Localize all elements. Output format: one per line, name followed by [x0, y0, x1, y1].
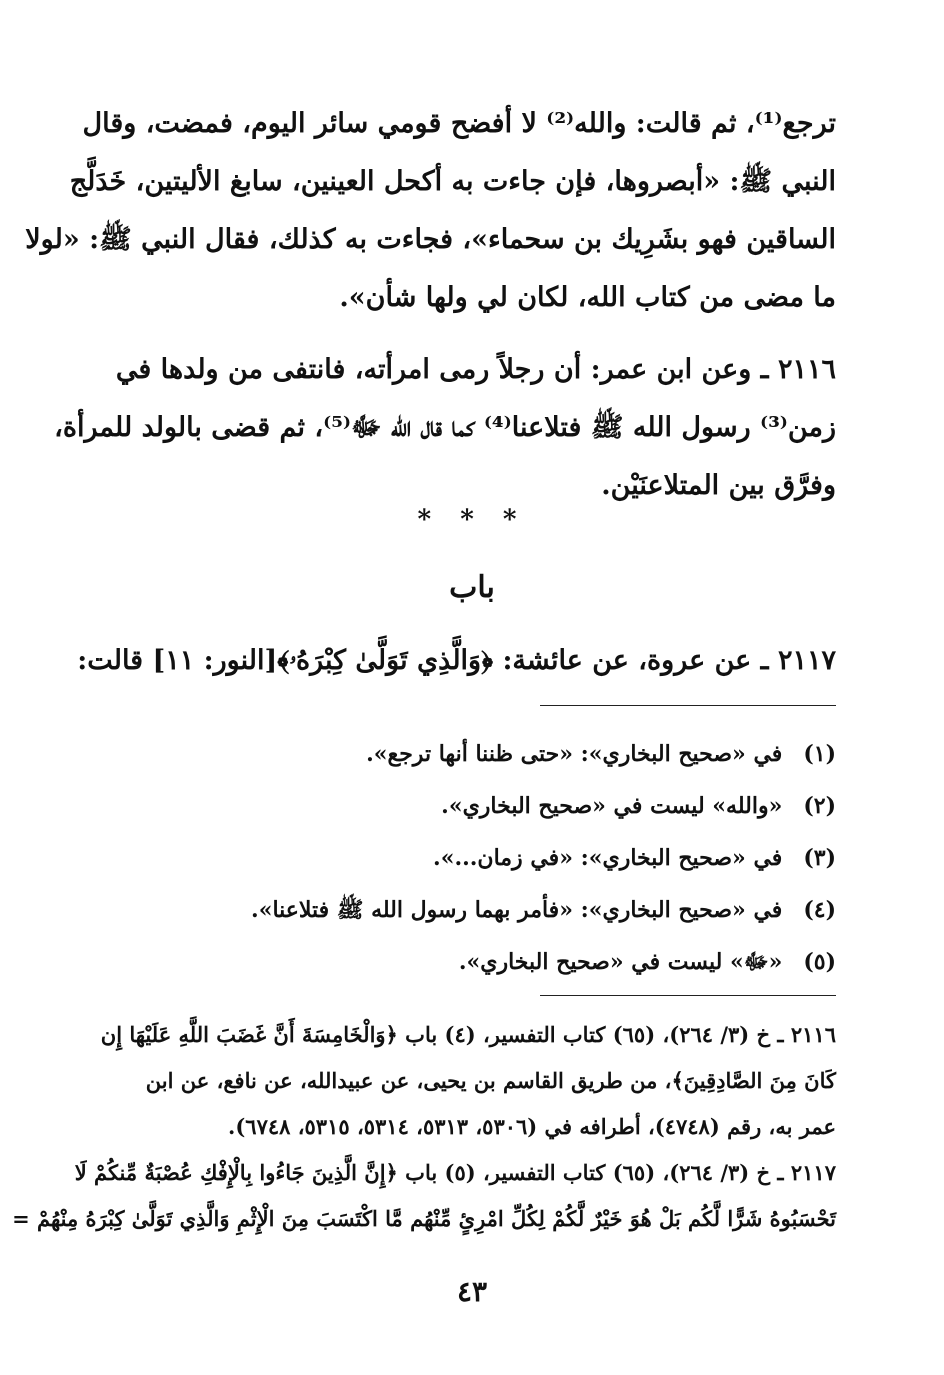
text-line: وفرَّق بين المتلاعنَيْن.: [601, 470, 836, 501]
footnote-number: (٤): [803, 897, 836, 923]
footnote-text: في «صحيح البخاري»: «فأمر بهما رسول الله ﷺ فتلاعنا».: [251, 897, 783, 923]
reference-divider: [540, 995, 836, 996]
hadith-text: ـ وعن ابن عمر: أن رجلاً رمى امرأته، فانتفى من ولدها في: [115, 354, 769, 385]
hadith-2116: [54, 341, 836, 515]
text-line: ترجع⁽¹⁾، ثم قالت: والله⁽²⁾ لا أفضح قومي سائر اليوم، فمضت، وقال: [82, 108, 836, 139]
text-line: [115, 341, 836, 399]
hadith-number: ٢١١٦: [777, 354, 836, 385]
footnote: [116, 780, 836, 832]
footnotes: [116, 728, 836, 988]
footnote-number: (١): [803, 741, 836, 767]
reference-line: كَانَ مِنَ الصَّادِقِينَ﴾، من طريق القاسم بن يحيى، عن عبيدالله، عن نافع، عن ابن: [145, 1068, 836, 1093]
footnote: [116, 936, 836, 988]
section-separator: * * *: [417, 505, 527, 535]
reference-line: ٢١١٦ ـ خ (٣/ ٢٦٤)، (٦٥) كتاب التفسير، (٤) باب ﴿وَالْخَامِسَةَ أَنَّ غَضَبَ اللَّهِ عَلَيْهَا إِن: [100, 1022, 836, 1047]
reference-line: عمر به، رقم (٤٧٤٨)، أطرافه في (٥٣٠٦، ٥٣١٣، ٥٣١٤، ٥٣١٥، ٦٧٤٨).: [228, 1114, 836, 1139]
reference-line: ٢١١٧ ـ خ (٣/ ٢٦٤)، (٦٥) كتاب التفسير، (٥) باب ﴿إِنَّ الَّذِينَ جَاءُوا بِالْإِفْكِ عُصْبَةٌ مِّنكُمْ لَا: [74, 1160, 836, 1185]
footnote-text: «ﷻ» ليست في «صحيح البخاري».: [458, 949, 783, 975]
text-line: زمن⁽³⁾ رسول الله ﷺ فتلاعنا⁽⁴⁾ كما قال الله ﷻ⁽⁵⁾، ثم قضى بالولد للمرأة،: [54, 412, 836, 443]
footnote-number: (٣): [803, 845, 836, 871]
footnote-text: «والله» ليست في «صحيح البخاري».: [441, 793, 783, 819]
hadith-2117: [77, 632, 836, 690]
chapter-title: باب: [449, 570, 495, 605]
footnote: [116, 728, 836, 780]
reference-line: تَحْسَبُوهُ شَرًّا لَّكُم بَلْ هُوَ خَيْرٌ لَّكُمْ لِكُلِّ امْرِئٍ مِّنْهُم مَّا اكْتَسَبَ مِنَ الْإِثْمِ وَالَّذِي تَوَلَّىٰ كِبْرَهُ مِنْهُمْ =: [12, 1206, 836, 1231]
hadith-2115-continuation: [25, 95, 836, 327]
source-references: [12, 1012, 836, 1242]
text-line: النبي ﷺ: «أبصروها، فإن جاءت به أكحل العينين، سابغ الأليتين، خَدَلَّج: [69, 166, 836, 197]
page-number: ٤٣: [456, 1275, 488, 1308]
text-line: ما مضى من كتاب الله، لكان لي ولها شأن».: [339, 282, 836, 313]
footnote: [116, 832, 836, 884]
main-text: [25, 95, 836, 515]
footnote-number: (٢): [803, 793, 836, 819]
hadith-text: ـ عن عروة، عن عائشة: ﴿وَالَّذِي تَوَلَّىٰ كِبْرَهُۥ﴾[النور: ١١] قالت:: [77, 645, 769, 676]
footnote: [116, 884, 836, 936]
footnote-text: في «صحيح البخاري»: «حتى ظننا أنها ترجع».: [366, 741, 783, 767]
footnote-divider: [540, 705, 836, 706]
footnote-text: في «صحيح البخاري»: «في زمان...».: [433, 845, 783, 871]
hadith-number: ٢١١٧: [777, 645, 836, 676]
text-line: الساقين فهو بشَرِيك بن سحماء»، فجاءت به كذلك، فقال النبي ﷺ: «لولا: [25, 224, 836, 255]
footnote-number: (٥): [803, 949, 836, 975]
